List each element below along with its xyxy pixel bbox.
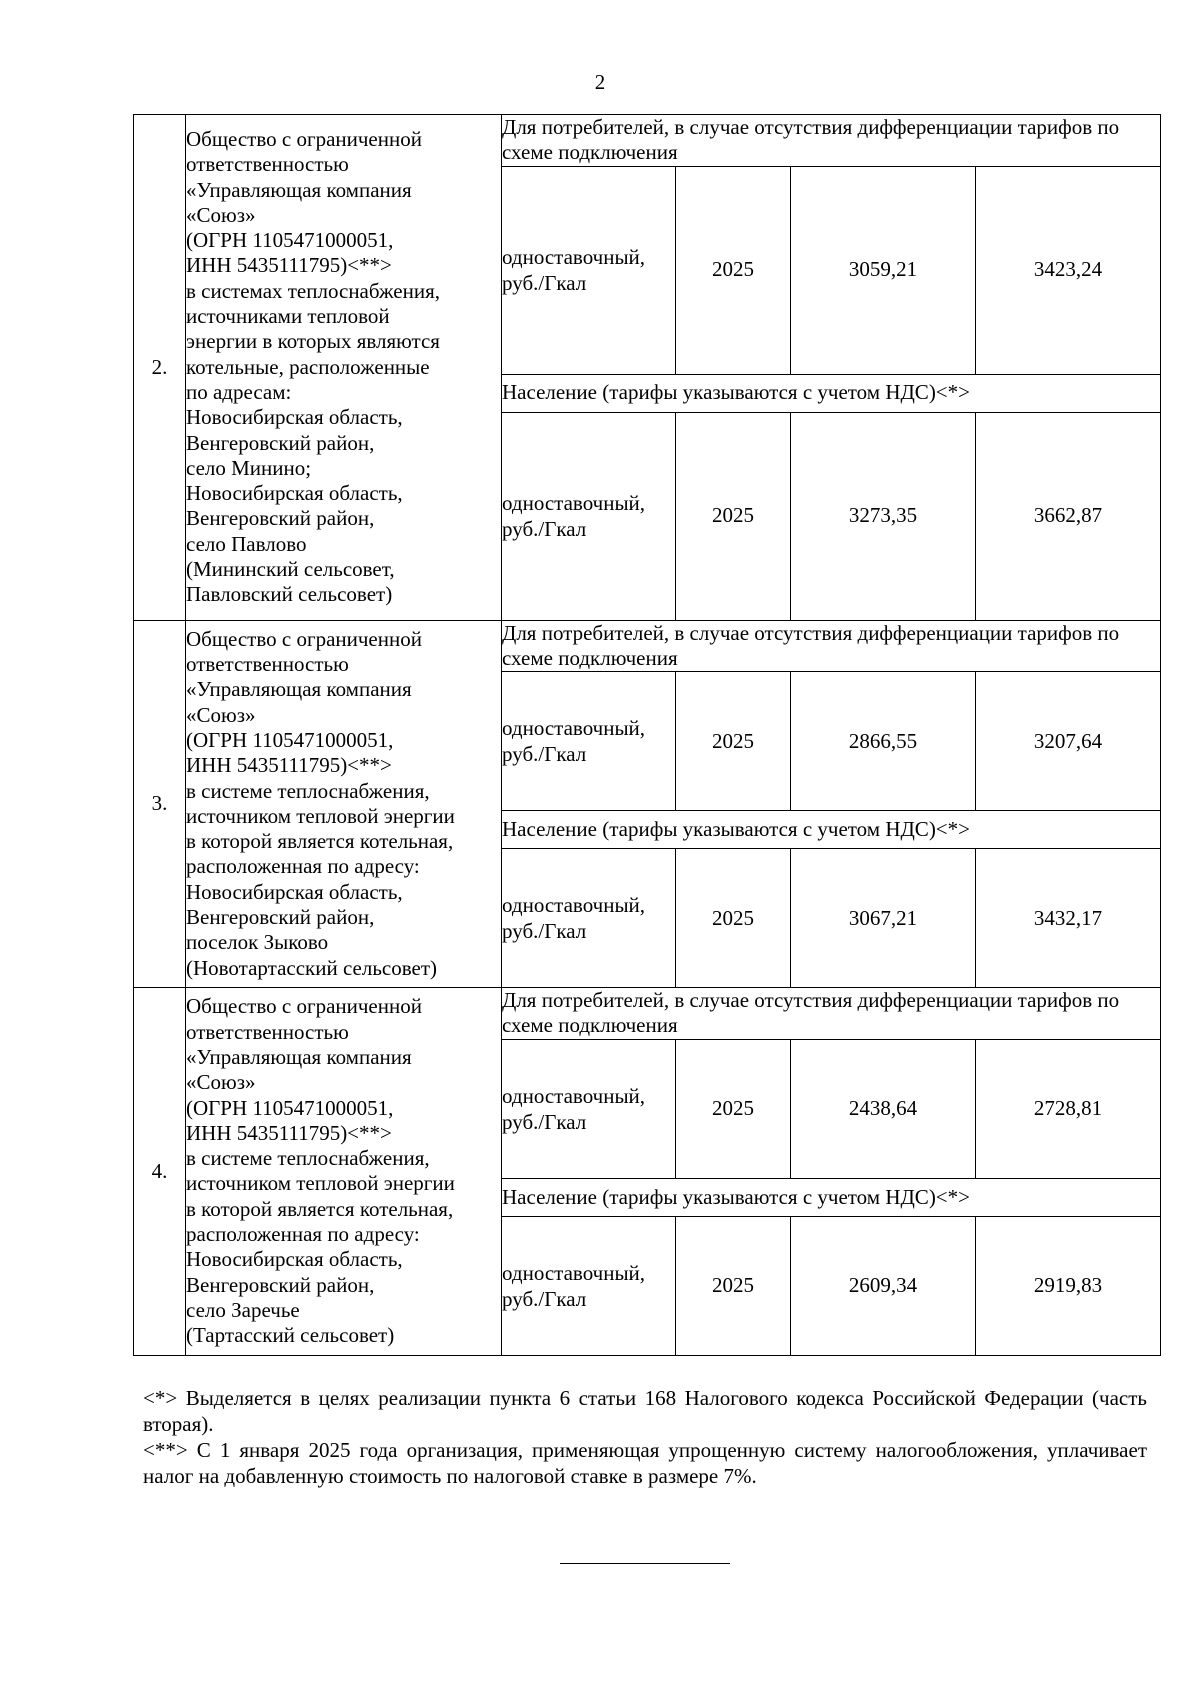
org-line: (Мининский сельсовет,	[186, 557, 395, 582]
tariff-value-1: 2866,55	[791, 672, 976, 811]
year-cell: 2025	[676, 849, 791, 988]
row-number: 3.	[134, 620, 186, 988]
org-line: (Тартасский сельсовет)	[186, 1323, 395, 1348]
tariff-value-2: 3662,87	[976, 412, 1161, 620]
org-line: ответственностью	[186, 152, 349, 177]
year-cell: 2025	[676, 1216, 791, 1355]
org-line: в которой является котельная,	[186, 1196, 454, 1221]
org-line: по адресам:	[186, 379, 292, 404]
population-header: Население (тарифы указываются с учетом НДС)<*>	[502, 374, 1161, 412]
org-line: источником тепловой энергии	[186, 1171, 455, 1196]
consumers-header: Для потребителей, в случае отсутствия дифференциации тарифов по схеме подключения	[502, 115, 1161, 167]
footnotes	[143, 1385, 1147, 1489]
org-line: Общество с ограниченной	[186, 626, 422, 651]
tariff-value-2: 3207,64	[976, 672, 1161, 811]
tariff-value-1: 3059,21	[791, 166, 976, 374]
org-line: расположенная по адресу:	[186, 854, 420, 879]
org-line: ИНН 5435111795)<**>	[186, 753, 392, 778]
unit-line: одноставочный,	[502, 716, 646, 741]
unit-cell	[502, 849, 676, 988]
org-line: «Союз»	[186, 202, 256, 227]
org-line: Новосибирская область,	[186, 481, 403, 506]
org-line: Новосибирская область,	[186, 405, 403, 430]
footnote-simplified-tax: <**> С 1 января 2025 года организация, применяющая упрощенную систему налогообложения, уплачивает налог на добавленную стоимость по налоговой ставке в размере 7%.	[143, 1438, 1147, 1488]
organization-cell	[186, 988, 502, 1356]
tariff-value-1: 2438,64	[791, 1039, 976, 1178]
footnote-vat: <*> Выделяется в целях реализации пункта 6 статьи 168 Налогового кодекса Российской Федерации (часть вторая).	[143, 1386, 1147, 1436]
unit-line: руб./Гкал	[502, 919, 587, 944]
org-line: (ОГРН 1105471000051,	[186, 1095, 394, 1120]
year-cell: 2025	[676, 672, 791, 811]
org-line: Общество с ограниченной	[186, 994, 422, 1019]
org-line: энергии в которых являются	[186, 329, 440, 354]
org-line: источником тепловой энергии	[186, 803, 455, 828]
org-line: Венгеровский район,	[186, 905, 375, 930]
unit-cell	[502, 412, 676, 620]
tariff-value-1: 3067,21	[791, 849, 976, 988]
unit-line: одноставочный,	[502, 893, 646, 918]
unit-line: руб./Гкал	[502, 1286, 587, 1311]
org-line: в системах теплоснабжения,	[186, 278, 440, 303]
table-row	[134, 620, 1161, 672]
year-cell: 2025	[676, 1039, 791, 1178]
org-line: ИНН 5435111795)<**>	[186, 1120, 392, 1145]
unit-line: одноставочный,	[502, 245, 646, 270]
unit-line: руб./Гкал	[502, 742, 587, 767]
org-line: «Управляющая компания	[186, 677, 412, 702]
org-line: Павловский сельсовет)	[186, 582, 393, 607]
table-row	[134, 115, 1161, 167]
year-cell: 2025	[676, 166, 791, 374]
org-line: Венгеровский район,	[186, 430, 375, 455]
unit-cell	[502, 672, 676, 811]
org-line: Общество с ограниченной	[186, 126, 422, 151]
org-line: село Минино;	[186, 455, 312, 480]
consumers-header: Для потребителей, в случае отсутствия дифференциации тарифов по схеме подключения	[502, 620, 1161, 672]
population-header: Население (тарифы указываются с учетом НДС)<*>	[502, 811, 1161, 849]
unit-line: одноставочный,	[502, 1083, 646, 1108]
org-line: ответственностью	[186, 652, 349, 677]
tariff-value-1: 2609,34	[791, 1216, 976, 1355]
org-line: в системе теплоснабжения,	[186, 1146, 430, 1171]
org-line: «Союз»	[186, 1070, 256, 1095]
closing-divider	[560, 1563, 730, 1564]
org-line: Венгеровский район,	[186, 1272, 375, 1297]
org-line: ИНН 5435111795)<**>	[186, 253, 392, 278]
unit-line: руб./Гкал	[502, 517, 587, 542]
unit-cell	[502, 166, 676, 374]
consumers-header: Для потребителей, в случае отсутствия дифференциации тарифов по схеме подключения	[502, 988, 1161, 1040]
org-line: «Управляющая компания	[186, 177, 412, 202]
tariff-value-2: 2728,81	[976, 1039, 1161, 1178]
tariff-table	[133, 114, 1161, 1356]
org-line: ответственностью	[186, 1019, 349, 1044]
org-line: Новосибирская область,	[186, 1247, 403, 1272]
org-line: «Управляющая компания	[186, 1045, 412, 1069]
org-line: Новосибирская область,	[186, 879, 403, 904]
row-number: 4.	[134, 988, 186, 1356]
tariff-value-2: 3432,17	[976, 849, 1161, 988]
tariff-value-1: 3273,35	[791, 412, 976, 620]
year-cell: 2025	[676, 412, 791, 620]
org-line: котельные, расположенные	[186, 354, 430, 379]
organization-cell	[186, 115, 502, 621]
org-line: в системе теплоснабжения,	[186, 778, 430, 803]
unit-line: одноставочный,	[502, 1260, 646, 1285]
tariff-value-2: 2919,83	[976, 1216, 1161, 1355]
row-number: 2.	[134, 115, 186, 621]
org-line: «Союз»	[186, 702, 256, 727]
population-header: Население (тарифы указываются с учетом НДС)<*>	[502, 1178, 1161, 1216]
organization-cell	[186, 620, 502, 988]
org-line: (Новотартасский сельсовет)	[186, 955, 438, 980]
org-line: село Заречье	[186, 1297, 300, 1322]
org-line: поселок Зыково	[186, 930, 329, 955]
unit-line: одноставочный,	[502, 491, 646, 516]
unit-line: руб./Гкал	[502, 1109, 587, 1134]
org-line: (ОГРН 1105471000051,	[186, 228, 394, 253]
unit-cell	[502, 1039, 676, 1178]
page-number: 2	[594, 70, 606, 94]
org-line: источниками тепловой	[186, 304, 390, 329]
org-line: в которой является котельная,	[186, 829, 454, 854]
unit-cell	[502, 1216, 676, 1355]
org-line: расположенная по адресу:	[186, 1222, 420, 1247]
tariff-value-2: 3423,24	[976, 166, 1161, 374]
unit-line: руб./Гкал	[502, 271, 587, 296]
org-line: (ОГРН 1105471000051,	[186, 728, 394, 752]
table-row	[134, 988, 1161, 1040]
org-line: село Павлово	[186, 531, 307, 556]
org-line: Венгеровский район,	[186, 506, 375, 531]
